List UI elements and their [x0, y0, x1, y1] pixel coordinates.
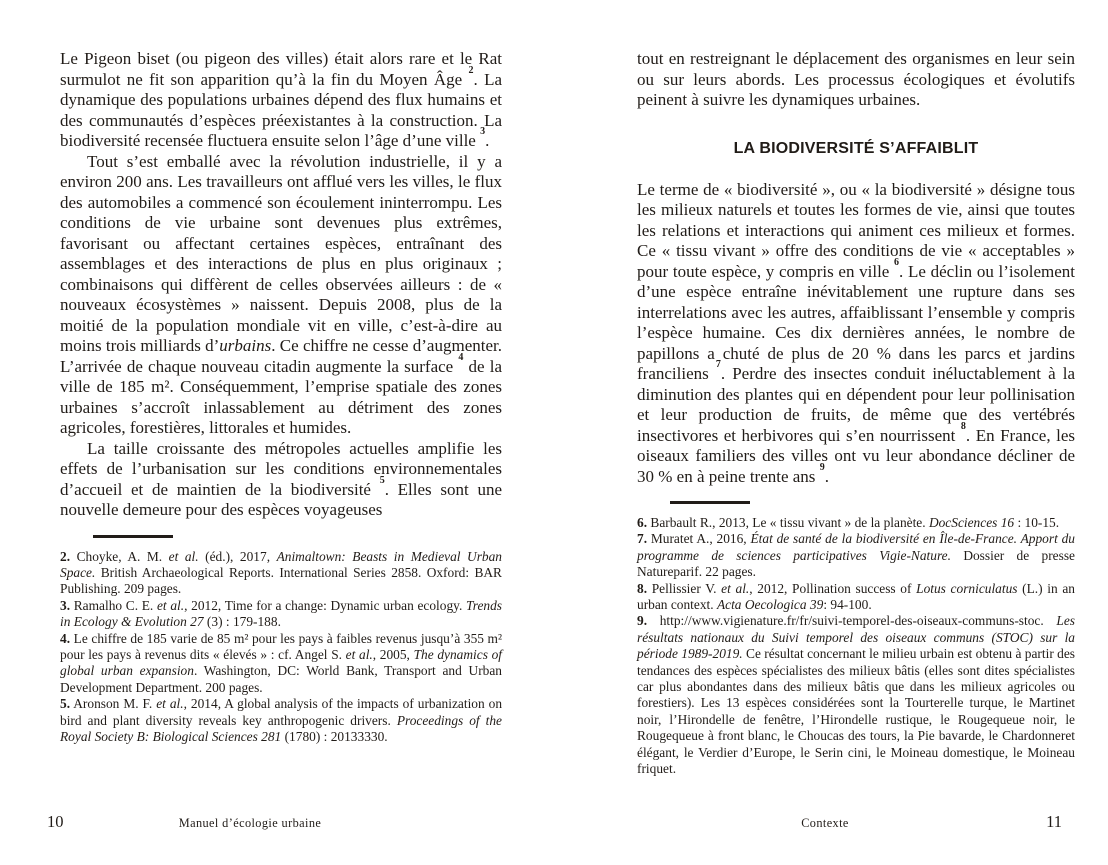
italic-text: Trends in Ecology & Evolution 27: [60, 597, 502, 630]
footnote-number: 8.: [637, 580, 648, 596]
footnote-reference: 7: [715, 359, 721, 371]
italic-text: Proceedings of the Royal Society B: Biological Sciences 281: [60, 712, 502, 744]
footnote-number: 4.: [60, 630, 71, 646]
footnote: 7. Muratet A., 2016, État de santé de la biodiversité en Île-de-France. Apport du programme de sciences participatives Vigie-Nature. Dossier de presse Natureparif. 22 pages.: [637, 531, 1075, 580]
italic-text: The dynamics of global urban expansion: [60, 646, 502, 679]
footnote-rule-right: [670, 501, 750, 504]
body-paragraph: Tout s’est emballé avec la révolution industrielle, il y a environ 200 ans. Les travailleurs ont afflué vers les villes, le flux des automobiles a commencé son écoulement ininterrompu. Les conditions de vie urbaine sont devenues plus extrêmes, favorisant ou affectant certaines espèces, entraînant des assemblages et des interactions de plus en plus originaux ; combinaisons qui diffèrent de celles observées ailleurs : de « nouveaux écosystèmes » naissent. Depuis 2008, plus de la moitié de la population mondiale vit en ville, c’est-à-dire au moins trois milliards d’urbains. Ce chiffre ne cesse d’augmenter. L’arrivée de chaque nouveau citadin augmente la surface $^4$ de la ville de 185 m². Conséquemment, l’emprise spatiale des zones urbaines s’accroît inlassablement au détriment des zones agricoles, forestières, littorales et humides.: [60, 151, 502, 437]
footnote-number: 7.: [637, 531, 648, 547]
footnote-reference: 5: [379, 474, 385, 486]
italic-text: et al.: [156, 696, 184, 712]
page-number-left: 10: [47, 812, 64, 831]
italic-text: et al.: [168, 548, 199, 564]
body-paragraph: Le terme de « biodiversité », ou « la biodiversité » désigne tous les milieux naturels et toutes les formes de vie, ainsi que toutes les relations et interactions qui animent ces milieux et formes. Ce « tissu vivant » offre des conditions de vie « acceptables » pour toute espèce, y compris en ville $^6$. Le déclin ou l’isolement d’une espèce entraîne inévitablement une rupture dans ses interrelations avec les autres, affaiblissant l’ensemble y compris l’espèce humaine. Ces dix dernières années, le nombre de papillons a chuté de plus de 20 % dans les parcs et jardins franciliens $^7$. Perdre des insectes conduit inéluctablement à la diminution des plantes qui en dépendent pour leur pollinisation et leur production de fruits, de même que des vertébrés insectivores et herbivores qui s’en nourrissent $^8$. En France, les oiseaux familiers des villes ont vu leur abondance décliner de 30 % en à peine trente ans $^9$.: [637, 179, 1075, 486]
running-title-left: Manuel d’écologie urbaine: [178, 816, 322, 830]
page-number-right: 11: [1046, 812, 1062, 831]
footnote: 3. Ramalho C. E. et al., 2012, Time for a change: Dynamic urban ecology. Trends in Ecology & Evolution 27 (3) : 179-188.: [60, 597, 502, 630]
italic-text: Acta Oecologica 39: [716, 597, 824, 613]
section-heading: LA BIODIVERSITÉ S’AFFAIBLIT: [733, 139, 979, 157]
italic-text: urbains: [219, 336, 272, 355]
italic-text: et al.: [721, 580, 750, 596]
italic-text: et al.: [156, 597, 185, 613]
footnote-reference: 9: [819, 461, 825, 473]
right-text-column: [637, 49, 1075, 778]
italic-text: État de santé de la biodiversité en Île-de-France. Apport du programme de sciences participatives Vigie-Nature.: [637, 531, 1075, 563]
footnote-reference: 4: [458, 351, 464, 363]
footnote-number: 2.: [60, 548, 71, 564]
footnote-reference: 6: [894, 256, 900, 268]
right-body-paragraphs: [637, 180, 1075, 488]
footnote-rule-left: [93, 535, 173, 538]
left-footnotes: [60, 549, 502, 746]
body-paragraph: tout en restreignant le déplacement des organismes en leur sein ou sur leurs abords. Les processus écologiques et évolutifs peinent à suivre les dynamiques urbaines.: [637, 49, 1075, 109]
footnote: 4. Le chiffre de 185 varie de 85 m² pour les pays à faibles revenus jusqu’à 355 m² pour les pays à revenus dits « élevés » : cf. Angel S. et al., 2005, The dynamics of global urban expansion. Washington, DC: World Bank, Transport and Urban Development Department. 200 pages.: [60, 630, 502, 695]
italic-text: Lotus corniculatus: [916, 580, 1018, 596]
footnote-number: 3.: [60, 597, 71, 613]
italic-text: DocSciences 16: [928, 515, 1015, 530]
footnote: 6. Barbault R., 2013, Le « tissu vivant » de la planète. DocSciences 16 : 10-15.: [637, 515, 1060, 530]
footnote-reference: 8: [960, 420, 966, 432]
page-right: [554, 0, 1108, 865]
right-footnotes: [637, 515, 1075, 778]
footnote: 2. Choyke, A. M. et al. (éd.), 2017, Animaltown: Beasts in Medieval Urban Space. British Archaeological Reports. International Series 2858. Oxford: BAR Publishing. 209 pages.: [60, 548, 502, 597]
italic-text: Les résultats nationaux du Suivi temporel des oiseaux communs (STOC) sur la période 1989-2019.: [637, 613, 1075, 662]
footnote-number: 9.: [637, 613, 648, 629]
footnote-number: 6.: [637, 515, 648, 530]
body-paragraph: Le Pigeon biset (ou pigeon des villes) était alors rare et le Rat surmulot ne fit son apparition qu’à la fin du Moyen Âge $^2$. La dynamique des populations urbaines dépend des flux humains et des communautés d’espèces préexistantes à la construction. La biodiversité recensée fluctuera ensuite selon l’âge d’une ville $^3$.: [60, 49, 502, 150]
footnote-number: 5.: [60, 696, 71, 712]
footnote: 5. Aronson M. F. et al., 2014, A global analysis of the impacts of urbanization on bird and plant diversity reveals key anthropogenic drivers. Proceedings of the Royal Society B: Biological Sciences 281 (1780) : 20133330.: [60, 696, 503, 744]
left-body-paragraphs: [60, 49, 502, 521]
body-paragraph: La taille croissante des métropoles actuelles amplifie les effets de l’urbanisation sur les conditions environnementales d’accueil et de maintien de la biodiversité $^5$. Elles sont une nouvelle demeure pour des espèces voyageuses: [60, 438, 502, 519]
footnote: 8. Pellissier V. et al., 2012, Pollination success of Lotus corniculatus (L.) in an urban context. Acta Oecologica 39: 94-100.: [637, 580, 1075, 613]
italic-text: et al.: [345, 646, 373, 662]
italic-text: Animaltown: Beasts in Medieval Urban Space.: [60, 548, 502, 580]
footnote-reference: 2: [468, 64, 474, 76]
left-text-column: [60, 49, 502, 745]
footnote: 9. http://www.vigienature.fr/fr/suivi-temporel-des-oiseaux-communs-stoc. Les résultats nationaux du Suivi temporel des oiseaux communs (STOC) sur la période 1989-2019. Ce résultat concernant le milieu urbain est obtenu à partir des tendances des espèces spécialistes des milieux bâtis (elles sont dites spécialistes car plus abondantes dans des milieux bâtis que dans les milieux agricoles ou forestiers). Les 13 espèces considérées sont la Tourterelle turque, le Martinet noir, l’Hirondelle de fenêtre, l’Hirondelle rustique, le Rougequeue noir, le Rougequeue à front blanc, le Choucas des tours, la Pie bavarde, le Chardonneret élégant, le Verdier d’Europe, le Serin cini, le Moineau domestique, le Moineau friquet.: [637, 613, 1076, 777]
right-body-top-paragraphs: [637, 49, 1075, 111]
running-title-right: Contexte: [801, 816, 849, 830]
footnote-reference: 3: [480, 126, 486, 138]
